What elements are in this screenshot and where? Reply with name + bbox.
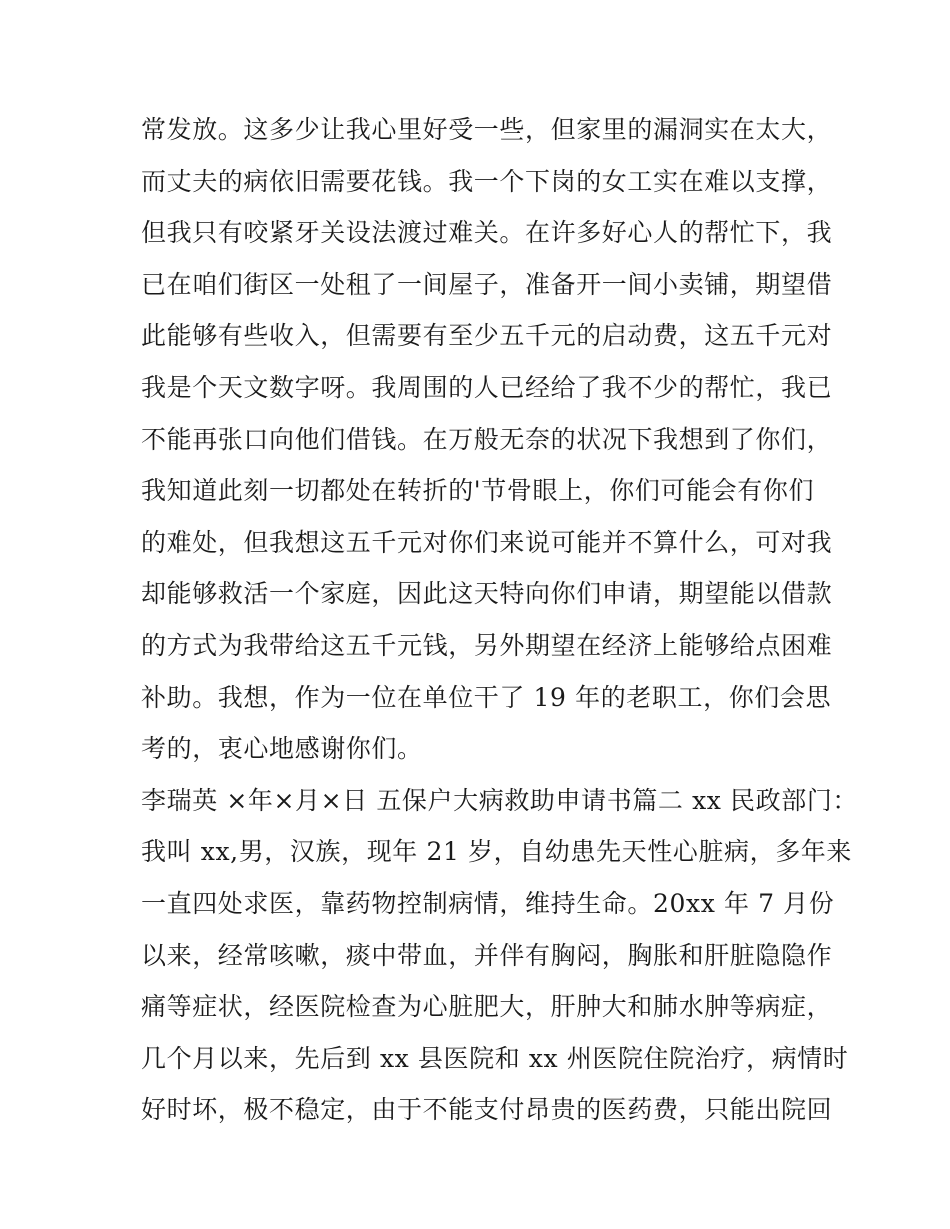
body-text — [141, 104, 859, 1136]
text-line: 不能再张口向他们借钱。在万般无奈的状况下我想到了你们， — [141, 424, 833, 454]
text-line: 好时坏，极不稳定，由于不能支付昂贵的医药费，只能出院回 — [141, 1095, 833, 1125]
text-line: 的难处，但我想这五千元对你们来说可能并不算什么，可对我 — [141, 527, 833, 557]
text-line: 此能够有些收入，但需要有至少五千元的启动费，这五千元对 — [141, 321, 833, 351]
text-line: 李瑞英 ×年×月×日 五保户大病救助申请书篇二 xx 民政部门： — [141, 785, 859, 815]
text-line: 我知道此刻一切都处在转折的'节骨眼上，你们可能会有你们 — [141, 476, 815, 506]
text-line: 已在咱们街区一处租了一间屋子，准备开一间小卖铺，期望借 — [141, 269, 833, 299]
text-line: 但我只有咬紧牙关设法渡过难关。在许多好心人的帮忙下，我 — [141, 218, 833, 248]
text-line: 而丈夫的病依旧需要花钱。我一个下岗的女工实在难以支撑， — [141, 166, 833, 196]
text-line: 的方式为我带给这五千元钱，另外期望在经济上能够给点困难 — [141, 630, 833, 660]
text-line: 以来，经常咳嗽，痰中带血，并伴有胸闷，胸胀和肝脏隐隐作 — [141, 940, 833, 970]
text-line: 却能够救活一个家庭，因此这天特向你们申请，期望能以借款 — [141, 579, 833, 609]
text-line: 考的，衷心地感谢你们。 — [141, 734, 423, 764]
text-line: 我是个天文数字呀。我周围的人已经给了我不少的帮忙，我已 — [141, 372, 833, 402]
text-line: 我叫 xx,男，汉族，现年 21 岁，自幼患先天性心脏病，多年来 — [141, 837, 852, 867]
text-line: 补助。我想，作为一位在单位干了 19 年的老职工，你们会思 — [141, 682, 832, 712]
text-line: 常发放。这多少让我心里好受一些，但家里的漏洞实在太大， — [141, 115, 833, 144]
text-line: 一直四处求医，靠药物控制病情，维持生命。20xx 年 7 月份 — [141, 888, 835, 918]
text-line: 痛等症状，经医院检查为心脏肥大，肝肿大和肺水肿等病症， — [141, 992, 833, 1022]
text-line: 几个月以来，先后到 xx 县医院和 xx 州医院住院治疗，病情时 — [141, 1043, 849, 1073]
